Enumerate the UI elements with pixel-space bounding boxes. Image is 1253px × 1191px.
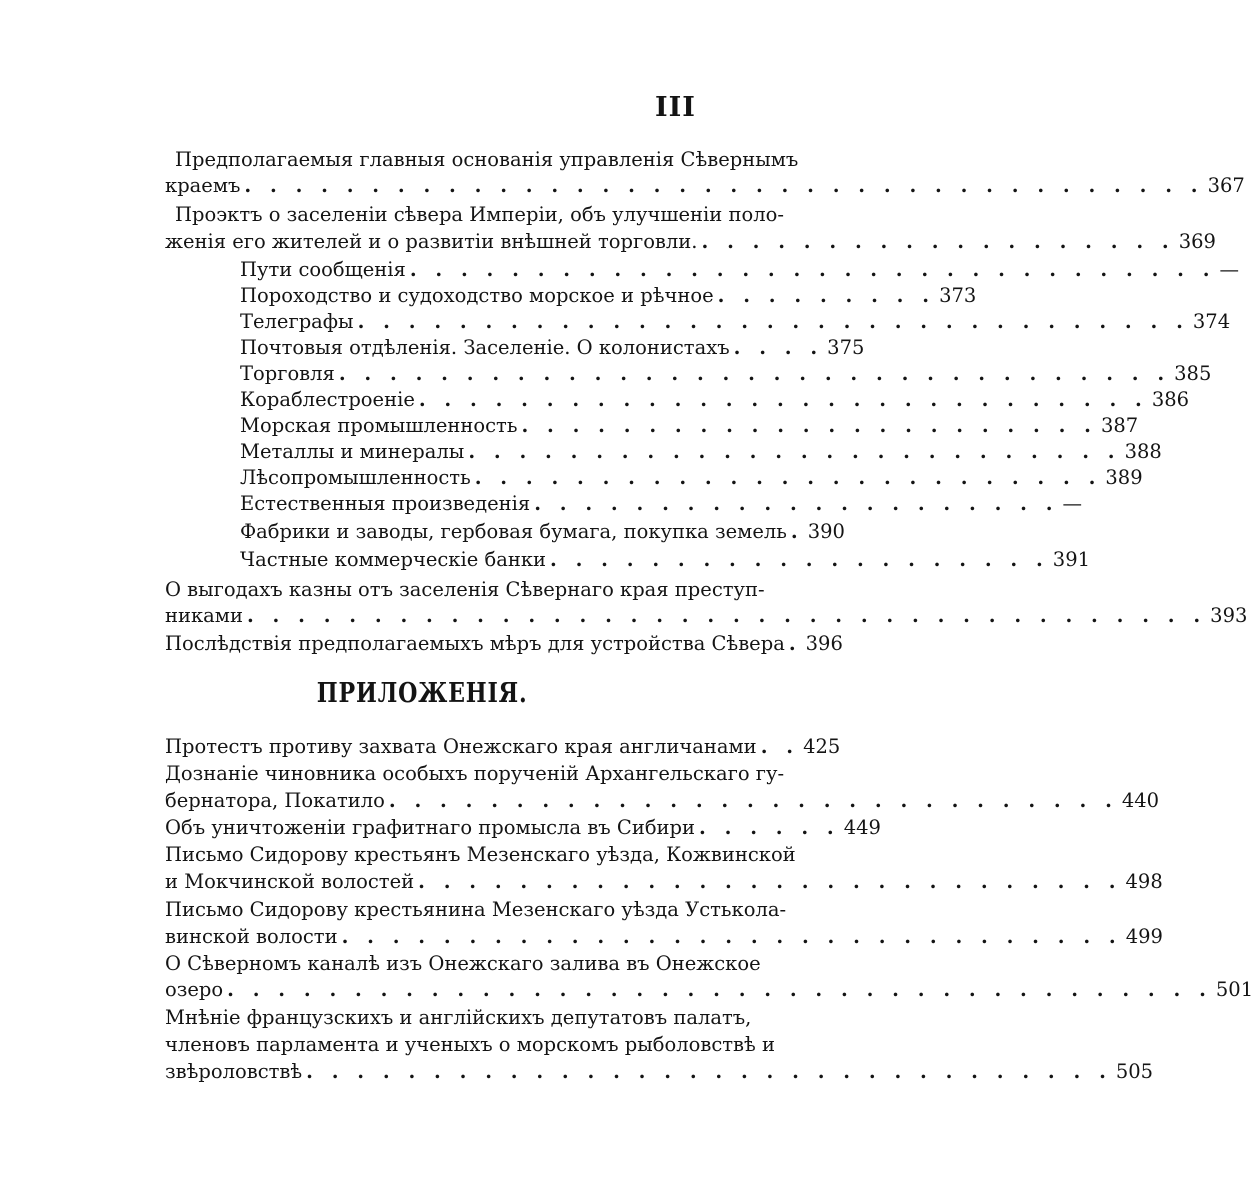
- dot-leader: . .: [760, 735, 800, 758]
- toc-entry-line: [165, 632, 843, 656]
- dot-leader: . . . .: [733, 336, 824, 359]
- toc-entry-line: [165, 925, 1163, 949]
- page-ref: 386: [1151, 388, 1190, 411]
- toc-entry-text: Пороходство и судоходство морское и рѣчное: [240, 284, 714, 307]
- toc-subentry: [240, 388, 1190, 412]
- page-ref: 449: [843, 816, 881, 839]
- toc-entry-line: [165, 870, 1163, 894]
- page-ref: 391: [1052, 548, 1091, 571]
- toc-subentry: [240, 336, 865, 360]
- section-title: ПРИЛОЖЕНІЯ.: [316, 678, 528, 709]
- dot-leader: .: [788, 632, 802, 655]
- toc-entry-text: Пути сообщенія: [240, 258, 406, 281]
- dot-leader: . . . . . . . . . . . . . . . . . . . . . . . . . . . . . . . . . . . . . .: [244, 174, 1204, 197]
- toc-entry-text: О выгодахъ казны отъ заселенія Сѣвернаго края преступ-: [165, 578, 765, 601]
- toc-entry-line: [165, 735, 841, 759]
- toc-entry-text: бернатора, Покатило: [165, 789, 385, 812]
- dot-leader: . . . . . . . . . . . . . . . . . . . . . . . . . . . .: [418, 870, 1122, 893]
- page-ref: —: [1219, 258, 1240, 281]
- dot-leader: . . . . . . . . . . . . . . . . . . . . . . . . . . . . . . . . .: [338, 362, 1171, 385]
- toc-subentry: [240, 258, 1240, 282]
- toc-entry-line: [165, 578, 765, 602]
- toc-entry-text: и Мокчинской волостей: [165, 870, 415, 893]
- toc-entry-text: Фабрики и заводы, гербовая бумага, покупка земель: [240, 520, 787, 543]
- dot-leader: . . . . . . . . .: [717, 284, 936, 307]
- page-ref: 385: [1174, 362, 1212, 385]
- toc-entry-text: Морская промышленность: [240, 414, 518, 437]
- dot-leader: . . . . . . . . . . . . . . . . . . . . . . . . .: [474, 466, 1102, 489]
- toc-entry-line: [165, 898, 787, 922]
- page-ref: 388: [1124, 440, 1162, 463]
- dot-leader: . . . . . . . . . . . . . . . . . . . . . . .: [521, 414, 1097, 437]
- page-ref: 396: [805, 632, 843, 655]
- toc-entry-line: [165, 174, 1245, 198]
- toc-entry-text: винской волости: [165, 925, 338, 948]
- dot-leader: . . . . . . . . . . . . . . . . . . . . . . . . . . . . . . .: [341, 925, 1122, 948]
- toc-entry-text: Естественныя произведенія: [240, 492, 531, 515]
- dot-leader: . . . . . . . . . . . . . . . . . . .: [701, 230, 1175, 253]
- toc-entry-line: [165, 604, 1248, 628]
- toc-entry-text: Послѣдствія предполагаемыхъ мѣръ для устройства Сѣвера: [165, 632, 785, 655]
- toc-entry-text: женія его жителей и о развитіи внѣшней торговли.: [165, 230, 698, 253]
- toc-entry-text: Предполагаемыя главныя основанія управленія Сѣвернымъ: [175, 148, 799, 171]
- toc-entry-line: [165, 816, 881, 840]
- toc-entry-line: [175, 148, 799, 172]
- dot-leader: . . . . . . . . . . . . . . . . . . . . . . . . . . . . . . . .: [306, 1060, 1112, 1083]
- dot-leader: . . . . . . . . . . . . . . . . . . . . . . . . . . . . . . . .: [409, 258, 1216, 281]
- toc-entry-line: [165, 1033, 775, 1057]
- dot-leader: . . . . . . . . . . . . . . . . . . . .: [550, 548, 1049, 571]
- dot-leader: . . . . . . . . . . . . . . . . . . . . . . . . . . . . .: [388, 789, 1118, 812]
- toc-entry-text: О Сѣверномъ каналѣ изъ Онежскаго залива въ Онежское: [165, 952, 761, 975]
- page-ref: 387: [1100, 414, 1139, 437]
- toc-entry-line: [165, 1060, 1154, 1084]
- page-ref: 367: [1207, 174, 1245, 197]
- toc-entry-text: Металлы и минералы: [240, 440, 465, 463]
- page-ref: 498: [1125, 870, 1163, 893]
- page-ref: 440: [1121, 789, 1160, 812]
- toc-entry-line: [165, 230, 1216, 254]
- toc-entry-text: Проэктъ о заселеніи сѣвера Имперіи, объ улучшеніи поло-: [175, 203, 784, 226]
- toc-entry-text: никами: [165, 604, 243, 627]
- toc-entry-line: [175, 203, 784, 227]
- toc-subentry: [240, 440, 1162, 464]
- dot-leader: .: [790, 520, 804, 543]
- toc-subentry: [240, 310, 1231, 334]
- toc-entry-text: Письмо Сидорову крестьянъ Мезенскаго уѣзда, Кожвинской: [165, 843, 796, 866]
- page-ref: 499: [1125, 925, 1163, 948]
- toc-entry-text: Письмо Сидорову крестьянина Мезенскаго уѣзда Устьколa-: [165, 898, 787, 921]
- page-ref: 390: [807, 520, 845, 543]
- dot-leader: . . . . . .: [699, 816, 840, 839]
- page-ref: —: [1062, 492, 1083, 515]
- toc-entry-line: [165, 843, 796, 867]
- toc-entry-text: Телеграфы: [240, 310, 354, 333]
- dot-leader: . . . . . . . . . . . . . . . . . . . . . . . . . . . . .: [418, 388, 1148, 411]
- page-ref: 425: [803, 735, 841, 758]
- page-ref: 501: [1215, 978, 1253, 1001]
- toc-entry-line: [165, 789, 1160, 813]
- toc-entry-line: [165, 762, 785, 786]
- toc-entry-text: Дознаніе чиновника особыхъ порученій Архангельскаго гу-: [165, 762, 785, 785]
- toc-subentry: [240, 520, 845, 544]
- toc-subentry: [240, 414, 1139, 438]
- toc-entry-text: озеро: [165, 978, 224, 1001]
- page-ref: 505: [1115, 1060, 1154, 1083]
- page-ref: 389: [1105, 466, 1143, 489]
- toc-subentry: [240, 548, 1091, 572]
- page-ref: 375: [827, 336, 865, 359]
- toc-subentry: [240, 466, 1143, 490]
- toc-entry-text: Торговля: [240, 362, 335, 385]
- toc-entry-text: Объ уничтоженіи графитнаго промысла въ Сибири: [165, 816, 696, 839]
- page-ref: 369: [1178, 230, 1216, 253]
- toc-entry-line: [165, 1006, 752, 1030]
- dot-leader: . . . . . . . . . . . . . . . . . . . . . . . . . . . . . . . . .: [357, 310, 1189, 333]
- toc-subentry: [240, 284, 977, 308]
- toc-entry-text: Мнѣніе французскихъ и англійскихъ депутатовъ палатъ,: [165, 1006, 752, 1029]
- toc-entry-text: Кораблестроеніе: [240, 388, 415, 411]
- toc-entry-text: Почтовыя отдѣленія. Заселеніе. О колонистахъ: [240, 336, 730, 359]
- toc-entry-text: Протестъ противу захвата Онежскаго края англичанами: [165, 735, 757, 758]
- toc-entry-line: [165, 978, 1253, 1002]
- toc-entry-text: членовъ парламента и ученыхъ о морскомъ рыболовствѣ и: [165, 1033, 775, 1056]
- dot-leader: . . . . . . . . . . . . . . . . . . . . . . . . . . . . . . . . . . . . . . .: [227, 978, 1212, 1001]
- toc-subentry: [240, 492, 1083, 516]
- page-ref: 373: [939, 284, 977, 307]
- toc-entry-text: Лѣсопромышленность: [240, 466, 471, 489]
- page-ref: 393: [1210, 604, 1248, 627]
- toc-entry-text: Частные коммерческіе банки: [240, 548, 547, 571]
- page-number: III: [655, 92, 696, 123]
- dot-leader: . . . . . . . . . . . . . . . . . . . . . . . . . .: [468, 440, 1121, 463]
- dot-leader: . . . . . . . . . . . . . . . . . . . . . . . . . . . . . . . . . . . . . .: [246, 604, 1207, 627]
- toc-entry-line: [165, 952, 761, 976]
- toc-entry-text: звѣроловствѣ: [165, 1060, 303, 1083]
- page-ref: 374: [1192, 310, 1231, 333]
- dot-leader: . . . . . . . . . . . . . . . . . . . . .: [534, 492, 1059, 515]
- toc-entry-text: краемъ: [165, 174, 241, 197]
- toc-subentry: [240, 362, 1212, 386]
